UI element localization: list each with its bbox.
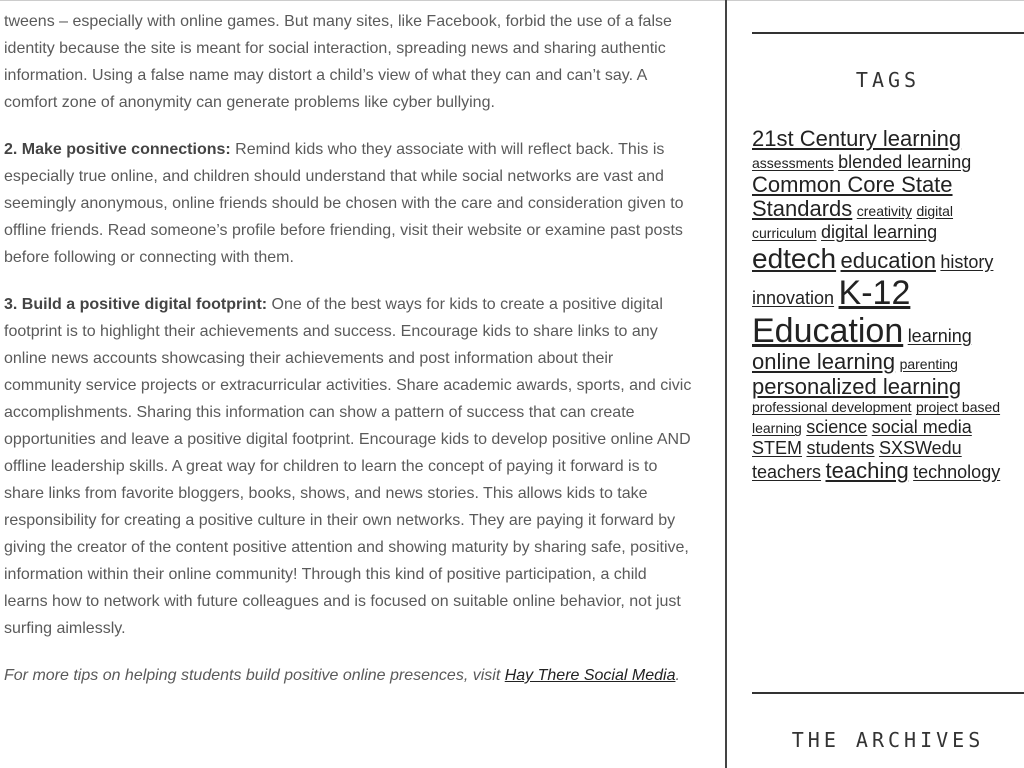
content-divider: [725, 0, 727, 768]
footer-text: For more tips on helping students build positive online presences, visit: [4, 667, 505, 684]
paragraph-text: Remind kids who they associate with will reflect back. This is especially true online, and children should understand that while social networks are vast and seemingly anonymous, online friends should be chosen with the care and consideration given to offline friends. Read someone’s profile before friending, visit their website or examine past posts before following or connecting with them.: [4, 141, 684, 266]
paragraph-heading: 3. Build a positive digital footprint:: [4, 296, 268, 313]
sidebar-rule: [752, 32, 1024, 34]
paragraph-anonymity: tweens – especially with online games. But many sites, like Facebook, forbid the use of a false identity because the site is meant for social interaction, spreading news and sharing authentic information. Using a false name may distort a child’s view of what they can and can’t say. A comfort zone of anonymity can generate problems like cyber bullying.: [4, 13, 672, 111]
tag-link[interactable]: personalized learning: [752, 373, 962, 399]
tag-link[interactable]: teachers: [752, 462, 822, 483]
footer-end: .: [675, 667, 680, 684]
tag-link[interactable]: online learning: [752, 349, 896, 375]
tag-link[interactable]: innovation: [752, 288, 835, 309]
paragraph-footprint: [4, 291, 694, 642]
tag-link[interactable]: education: [840, 247, 936, 273]
tag-link[interactable]: professional development: [752, 399, 912, 416]
tag-link[interactable]: digital curriculum: [752, 203, 954, 241]
tag-link[interactable]: parenting: [899, 356, 958, 373]
tag-link[interactable]: blended learning: [838, 151, 972, 172]
tag-link[interactable]: social media: [871, 417, 972, 438]
tag-link[interactable]: technology: [913, 462, 1001, 483]
tag-link[interactable]: edtech: [752, 242, 837, 274]
tag-link[interactable]: 21st Century learning: [752, 126, 962, 151]
tag-link[interactable]: assessments: [752, 154, 834, 171]
archives-heading: THE ARCHIVES: [791, 728, 985, 752]
tag-link[interactable]: digital learning: [821, 221, 938, 242]
tag-link[interactable]: students: [806, 438, 875, 459]
paragraph-text: One of the best ways for kids to create a positive digital footprint is to highlight their achievements and success. Encourage kids to share links to any online news accounts showcasing their achievements and post information about their community service projects or extracurricular activities. Share academic awards, sports, and civic accomplishments. Sharing this information can show a pattern of success that can create opportunities and leave a positive digital footprint. Encourage kids to develop positive online AND offline leadership skills. A great way for children to learn the concept of paying it forward is to share links from favorite bloggers, books, shows, and news stories. This allows kids to take responsibility for creating a positive culture in their own networks. They are paying it forward by giving the creator of the content positive attention and showing maturity by sharing safe, positive, information within their online community! Through this kind of positive participation, a child learns how to network with future colleagues and is focused on suitable online behavior, not just surfing aimlessly.: [4, 296, 692, 637]
footer-note: [4, 662, 694, 689]
hay-there-link[interactable]: Hay There Social Media: [504, 667, 676, 684]
tag-link[interactable]: STEM: [752, 438, 803, 459]
tag-link[interactable]: project based learning: [752, 399, 1001, 437]
article-body: [4, 8, 694, 709]
tags-heading: TAGS: [855, 68, 921, 92]
tag-link[interactable]: K-12 Education: [752, 274, 911, 351]
top-border: [0, 0, 1024, 1]
paragraph-connections: [4, 136, 694, 271]
tag-link[interactable]: creativity: [856, 203, 912, 220]
tag-link[interactable]: teaching: [825, 458, 909, 484]
tag-link[interactable]: SXSWedu: [878, 438, 962, 459]
tag-link[interactable]: Common Core State Standards: [752, 171, 953, 222]
sidebar-rule: [752, 692, 1024, 694]
tag-link[interactable]: learning: [907, 326, 972, 347]
tag-cloud: [752, 127, 1018, 484]
paragraph-heading: 2. Make positive connections:: [4, 141, 231, 158]
tag-link[interactable]: history: [940, 251, 994, 272]
tag-link[interactable]: science: [806, 417, 868, 438]
